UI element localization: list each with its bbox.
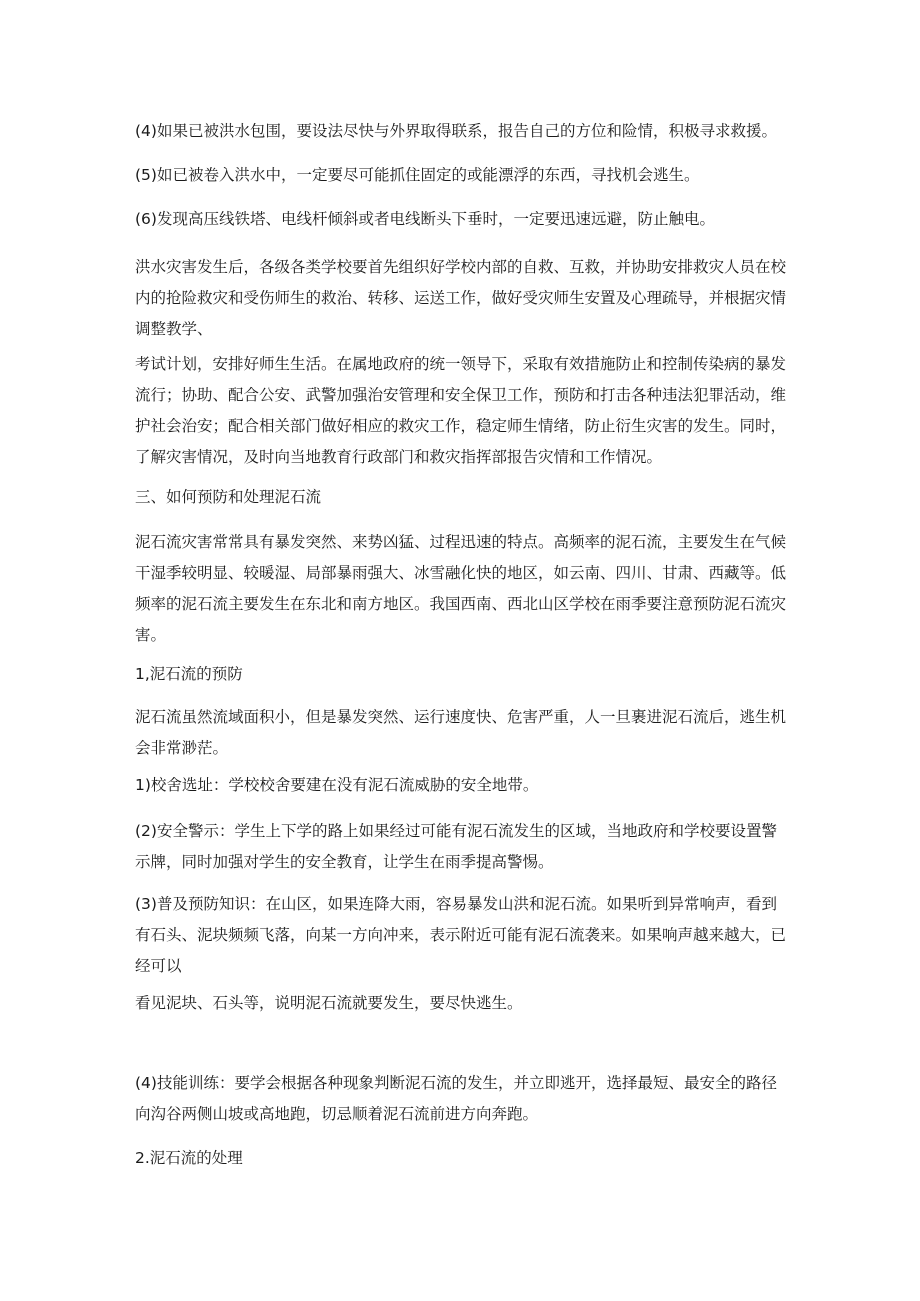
text-line: 干湿季较明显、较暖湿、局部暴雨强大、冰雪融化快的地区，如云南、四川、甘肃、西藏等。低 bbox=[135, 564, 787, 582]
paragraph-mudslide-intro bbox=[135, 527, 787, 651]
paragraph-prevention-item-3 bbox=[135, 889, 787, 982]
text-line: 了解灾害情况，及时向当地教育行政部门和救灾指挥部报告灾情和工作情况。 bbox=[135, 448, 663, 466]
text-line: 考试计划，安排好师生生活。在属地政府的统一领导下，采取有效措施防止和控制传染病的暴发 bbox=[135, 355, 787, 373]
section-heading-mudslide bbox=[135, 482, 783, 513]
text-line: (3)普及预防知识：在山区，如果连降大雨，容易暴发山洪和泥石流。如果听到异常响声，看到 bbox=[135, 895, 777, 913]
text-line: 有石头、泥块频频飞落，向某一方向冲来，表示附近可能有泥石流袭来。如果响声越来越大，已 bbox=[135, 926, 787, 944]
subheading-prevention bbox=[135, 659, 783, 690]
text-line: 洪水灾害发生后，各级各类学校要首先组织好学校内部的自救、互救，并协助安排救灾人员在校 bbox=[135, 258, 787, 276]
text-line: 内的抢险救灾和受伤师生的救治、转移、运送工作，做好受灾师生安置及心理疏导，并根据灾情 bbox=[135, 289, 787, 307]
paragraph-prevention-item-3-cont bbox=[135, 988, 783, 1019]
paragraph-prevention-item-2 bbox=[135, 816, 783, 878]
paragraph-prevention-intro bbox=[135, 702, 787, 764]
text-line: 2.泥石流的处理 bbox=[135, 1149, 243, 1167]
text-line: 泥石流灾害常常具有暴发突然、来势凶猛、过程迅速的特点。高频率的泥石流，主要发生在气候 bbox=[135, 533, 787, 551]
text-line: 会非常渺茫。 bbox=[135, 739, 229, 757]
text-line: 向沟谷两侧山坡或高地跑，切忌顺着泥石流前进方向奔跑。 bbox=[135, 1105, 539, 1123]
text-line: 泥石流虽然流域面积小，但是暴发突然、运行速度快、危害严重，人一旦裹进泥石流后，逃生机 bbox=[135, 708, 787, 726]
text-line: (4)技能训练：要学会根据各种现象判断泥石流的发生，并立即逃开，选择最短、最安全的路径 bbox=[135, 1074, 777, 1092]
text-line: 害。 bbox=[135, 626, 167, 644]
text-line: 频率的泥石流主要发生在东北和南方地区。我国西南、西北山区学校在雨季要注意预防泥石流灾 bbox=[135, 595, 787, 613]
text-line: (4)如果已被洪水包围，要设法尽快与外界取得联系，报告自己的方位和险情，积极寻求救援。 bbox=[135, 122, 777, 140]
paragraph-prevention-item-4 bbox=[135, 1068, 783, 1130]
text-line: 护社会治安；配合相关部门做好相应的救灾工作，稳定师生情绪，防止衍生灾害的发生。同时， bbox=[135, 417, 787, 435]
text-line: 经可以 bbox=[135, 957, 182, 975]
text-line: (6)发现高压线铁塔、电线杆倾斜或者电线断头下垂时，一定要迅速远避，防止触电。 bbox=[135, 210, 715, 228]
paragraph-flood-item-6 bbox=[135, 204, 783, 235]
text-line: 调整教学、 bbox=[135, 320, 213, 338]
paragraph-flood-item-4 bbox=[135, 116, 783, 147]
text-line: 看见泥块、石头等，说明泥石流就要发生，要尽快逃生。 bbox=[135, 994, 523, 1012]
text-line: 三、如何预防和处理泥石流 bbox=[135, 488, 322, 506]
text-line: 1,泥石流的预防 bbox=[135, 665, 243, 683]
text-line: 流行；协助、配合公安、武警加强治安管理和安全保卫工作，预防和打击各种违法犯罪活动，维 bbox=[135, 386, 787, 404]
paragraph-prevention-item-1 bbox=[135, 770, 783, 801]
paragraph-flood-item-5 bbox=[135, 160, 783, 191]
text-line: 1)校舍选址：学校校舍要建在没有泥石流威胁的安全地带。 bbox=[135, 776, 539, 794]
text-line: 示牌，同时加强对学生的安全教育，让学生在雨季提高警惕。 bbox=[135, 853, 554, 871]
paragraph-exam-plan bbox=[135, 349, 787, 473]
subheading-handling bbox=[135, 1143, 783, 1174]
text-line: (5)如已被卷入洪水中，一定要尽可能抓住固定的或能漂浮的东西，寻找机会逃生。 bbox=[135, 166, 700, 184]
paragraph-after-flood bbox=[135, 252, 787, 345]
text-line: (2)安全警示：学生上下学的路上如果经过可能有泥石流发生的区域，当地政府和学校要设置警 bbox=[135, 822, 777, 840]
